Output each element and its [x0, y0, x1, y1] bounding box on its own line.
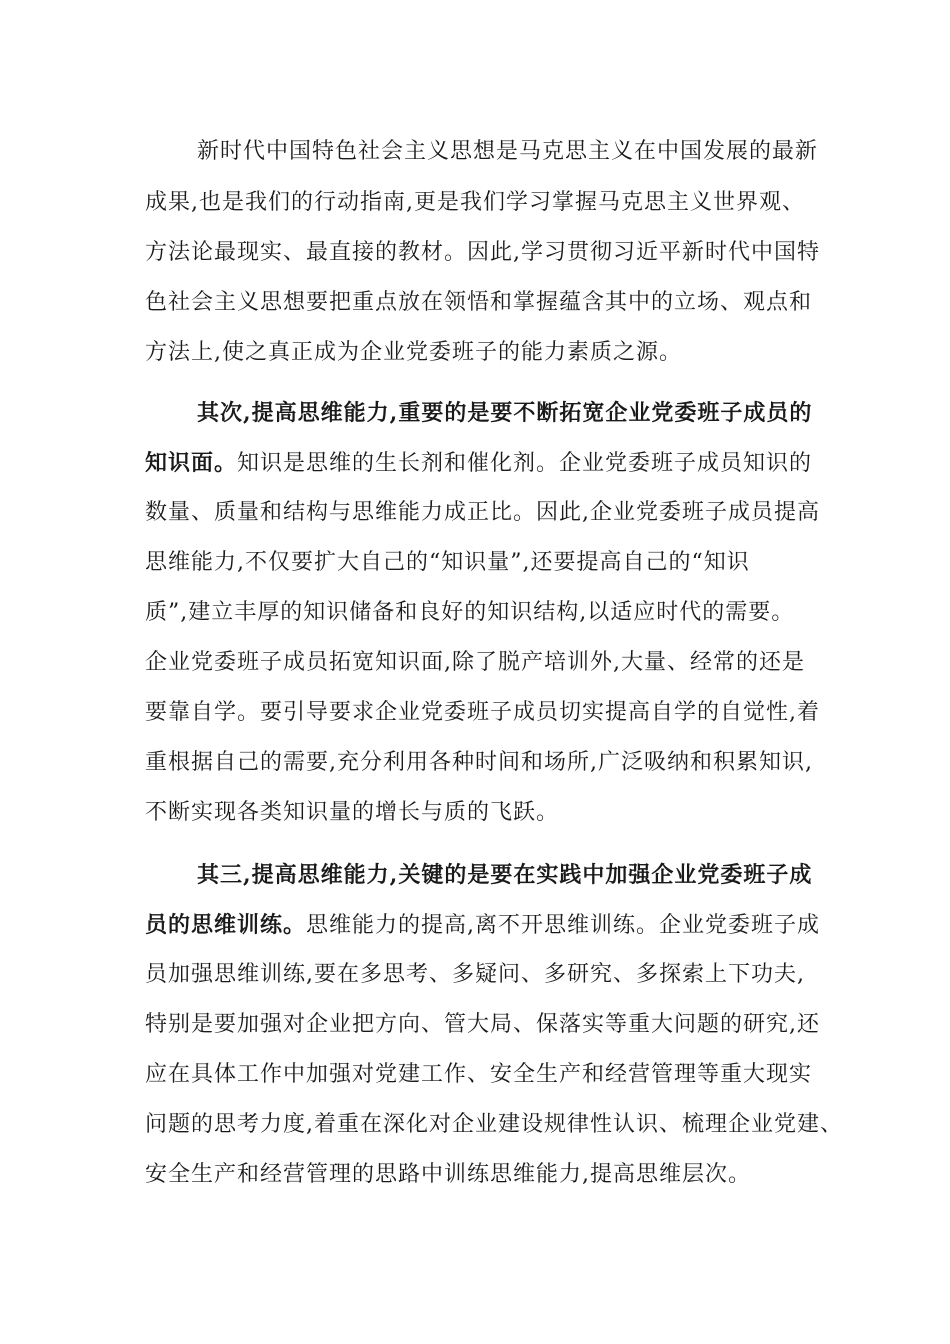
paragraph-2-line-4: 思维能力,不仅要扩大自己的“知识量”,还要提高自己的“知识	[145, 550, 750, 575]
paragraph-2-heading-line-2: 知识面。	[145, 450, 238, 476]
paragraph-3-heading-line-2: 员的思维训练。	[145, 912, 307, 938]
paragraph-1-line-1: 新时代中国特色社会主义思想是马克思主义在中国发展的最新	[197, 139, 819, 164]
paragraph-3-line-6: 问题的思考力度,着重在深化对企业建设规律性认识、梳理企业党建、	[145, 1112, 843, 1137]
paragraph-2-line-8: 重根据自己的需要,充分利用各种时间和场所,广泛吸纳和积累知识,	[145, 750, 813, 775]
paragraph-3-line-3: 员加强思维训练,要在多思考、多疑问、多研究、多探索上下功夫,	[145, 962, 805, 987]
paragraph-2-line-6: 企业党委班子成员拓宽知识面,除了脱产培训外,大量、经常的还是	[145, 650, 805, 675]
paragraph-2-line-5: 质”,建立丰厚的知识储备和良好的知识结构,以适应时代的需要。	[145, 600, 795, 625]
paragraph-3-line-7: 安全生产和经营管理的思路中训练思维能力,提高思维层次。	[145, 1162, 751, 1187]
paragraph-3-heading-line-1: 其三,提高思维能力,关键的是要在实践中加强企业党委班子成	[197, 862, 813, 888]
paragraph-2-heading-line-1: 其次,提高思维能力,重要的是要不断拓宽企业党委班子成员的	[197, 400, 813, 426]
paragraph-3-line-2-rest: 思维能力的提高,离不开思维训练。企业党委班子成	[306, 913, 821, 938]
paragraph-2-line-7: 要靠自学。要引导要求企业党委班子成员切实提高自学的自觉性,着	[145, 700, 820, 725]
paragraph-1-line-5: 方法上,使之真正成为企业党委班子的能力素质之源。	[145, 340, 682, 365]
paragraph-3-line-2	[145, 910, 820, 940]
paragraph-1-line-2: 成果,也是我们的行动指南,更是我们学习掌握马克思主义世界观、	[145, 190, 805, 215]
paragraph-1-line-3: 方法论最现实、最直接的教材。因此,学习贯彻习近平新时代中国特	[145, 240, 820, 265]
paragraph-2-line-2-rest: 知识是思维的生长剂和催化剂。企业党委班子成员知识的	[237, 451, 813, 476]
paragraph-3-line-4: 特别是要加强对企业把方向、管大局、保落实等重大问题的研究,还	[145, 1012, 820, 1037]
paragraph-2-line-2	[145, 448, 812, 478]
paragraph-2-line-9: 不断实现各类知识量的增长与质的飞跃。	[145, 800, 560, 825]
paragraph-1-line-4: 色社会主义思想要把重点放在领悟和掌握蕴含其中的立场、观点和	[145, 290, 813, 315]
paragraph-2-line-3: 数量、质量和结构与思维能力成正比。因此,企业党委班子成员提高	[145, 500, 820, 525]
paragraph-3-line-5: 应在具体工作中加强对党建工作、安全生产和经营管理等重大现实	[145, 1062, 813, 1087]
